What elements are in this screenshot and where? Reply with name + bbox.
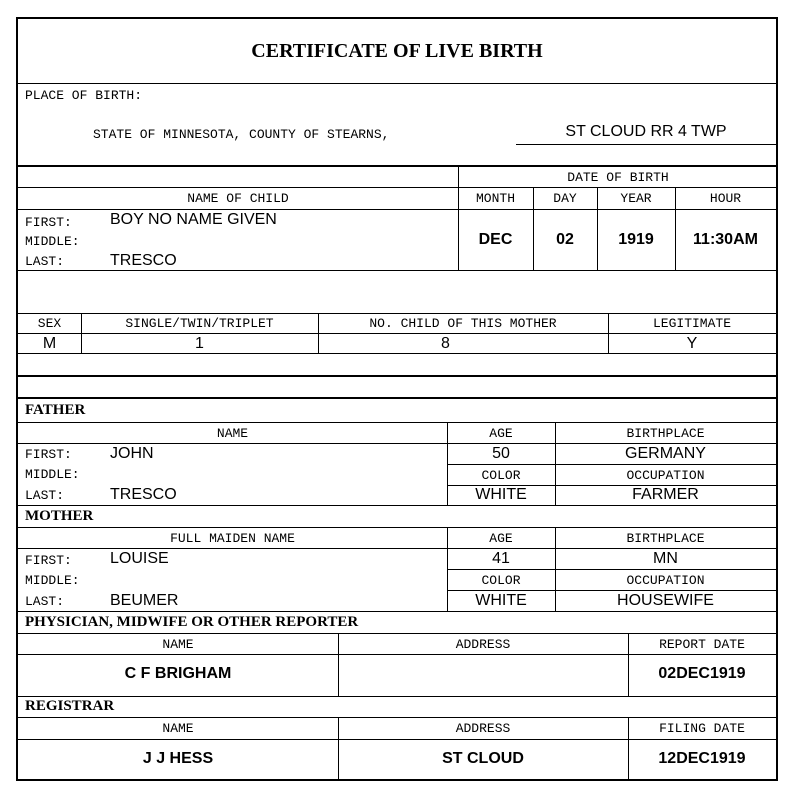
report-date-value: 02DEC1919 [658, 665, 746, 682]
father-color-label: COLOR [481, 468, 521, 483]
legitimate-label: LEGITIMATE [652, 316, 731, 331]
year-label: YEAR [620, 191, 652, 206]
child-last-name: TRESCO [110, 252, 177, 269]
father-occupation-label: OCCUPATION [626, 468, 705, 483]
child-middle-label: MIDDLE: [25, 234, 80, 249]
mother-age-label: AGE [489, 531, 513, 546]
reporter-name: C F BRIGHAM [124, 665, 232, 682]
father-color-value: WHITE [475, 486, 527, 503]
legitimate-value: Y [686, 335, 698, 352]
father-occupation-value: FARMER [632, 486, 699, 503]
registrar-name-label: NAME [162, 721, 194, 736]
father-first-label: FIRST: [25, 447, 72, 462]
mother-last-label: LAST: [25, 594, 65, 609]
sex-value: M [42, 335, 57, 352]
border-right [776, 17, 778, 781]
registrar-address-label: ADDRESS [455, 721, 511, 736]
birth-hour: 11:30AM [693, 231, 758, 248]
filing-date-label: FILING DATE [659, 721, 745, 736]
father-section-title: FATHER [25, 402, 86, 418]
sex-label: SEX [37, 316, 62, 331]
father-first-name: JOHN [110, 445, 154, 462]
child-last-label: LAST: [25, 254, 65, 269]
father-birthplace-value: GERMANY [625, 445, 706, 462]
mother-birthplace-label: BIRTHPLACE [626, 531, 705, 546]
reporter-section-title: PHYSICIAN, MIDWIFE OR OTHER REPORTER [25, 614, 359, 630]
mother-birthplace-value: MN [653, 550, 678, 567]
child-number-value: 8 [441, 335, 450, 352]
father-last-label: LAST: [25, 488, 65, 503]
border-bottom [16, 779, 778, 781]
registrar-section-title: REGISTRAR [25, 698, 115, 714]
child-first-label: FIRST: [25, 215, 72, 230]
border-top [16, 17, 778, 19]
mother-first-label: FIRST: [25, 553, 72, 568]
mother-color-label: COLOR [481, 573, 521, 588]
birth-day: 02 [556, 231, 574, 248]
mother-occupation-value: HOUSEWIFE [617, 592, 714, 609]
child-number-label: NO. CHILD OF THIS MOTHER [369, 316, 557, 331]
township-value: ST CLOUD RR 4 TWP [565, 123, 727, 140]
birth-year: 1919 [618, 231, 654, 248]
father-age-value: 50 [492, 445, 510, 462]
month-label: MONTH [475, 191, 515, 206]
page-title: CERTIFICATE OF LIVE BIRTH [251, 40, 543, 62]
plurality-value: 1 [195, 335, 204, 352]
father-last-name: TRESCO [110, 486, 177, 503]
plurality-label: SINGLE/TWIN/TRIPLET [125, 316, 274, 331]
township-underline [516, 144, 776, 145]
place-of-birth-label: PLACE OF BIRTH: [25, 88, 143, 103]
reporter-name-label: NAME [162, 637, 194, 652]
name-of-child-header: NAME OF CHILD [187, 191, 289, 206]
day-label: DAY [553, 191, 577, 206]
registrar-name: J J HESS [142, 750, 214, 767]
mother-name-label: FULL MAIDEN NAME [170, 531, 295, 546]
mother-first-name: LOUISE [110, 550, 169, 567]
date-of-birth-header: DATE OF BIRTH [567, 170, 669, 185]
hour-label: HOUR [709, 191, 742, 206]
birth-month: DEC [478, 231, 513, 248]
mother-age-value: 41 [492, 550, 510, 567]
mother-section-title: MOTHER [25, 508, 94, 524]
father-age-label: AGE [489, 426, 513, 441]
reporter-address-label: ADDRESS [455, 637, 511, 652]
father-birthplace-label: BIRTHPLACE [626, 426, 705, 441]
mother-color-value: WHITE [475, 592, 527, 609]
mother-occupation-label: OCCUPATION [626, 573, 705, 588]
father-name-label: NAME [216, 426, 249, 441]
mother-middle-label: MIDDLE: [25, 573, 80, 588]
registrar-address: ST CLOUD [442, 750, 524, 767]
mother-last-name: BEUMER [110, 592, 179, 609]
child-first-name: BOY NO NAME GIVEN [110, 211, 277, 228]
state-county-text: STATE OF MINNESOTA, COUNTY OF STEARNS, [93, 127, 390, 142]
filing-date-value: 12DEC1919 [658, 750, 746, 767]
report-date-label: REPORT DATE [659, 637, 745, 652]
father-middle-label: MIDDLE: [25, 467, 80, 482]
